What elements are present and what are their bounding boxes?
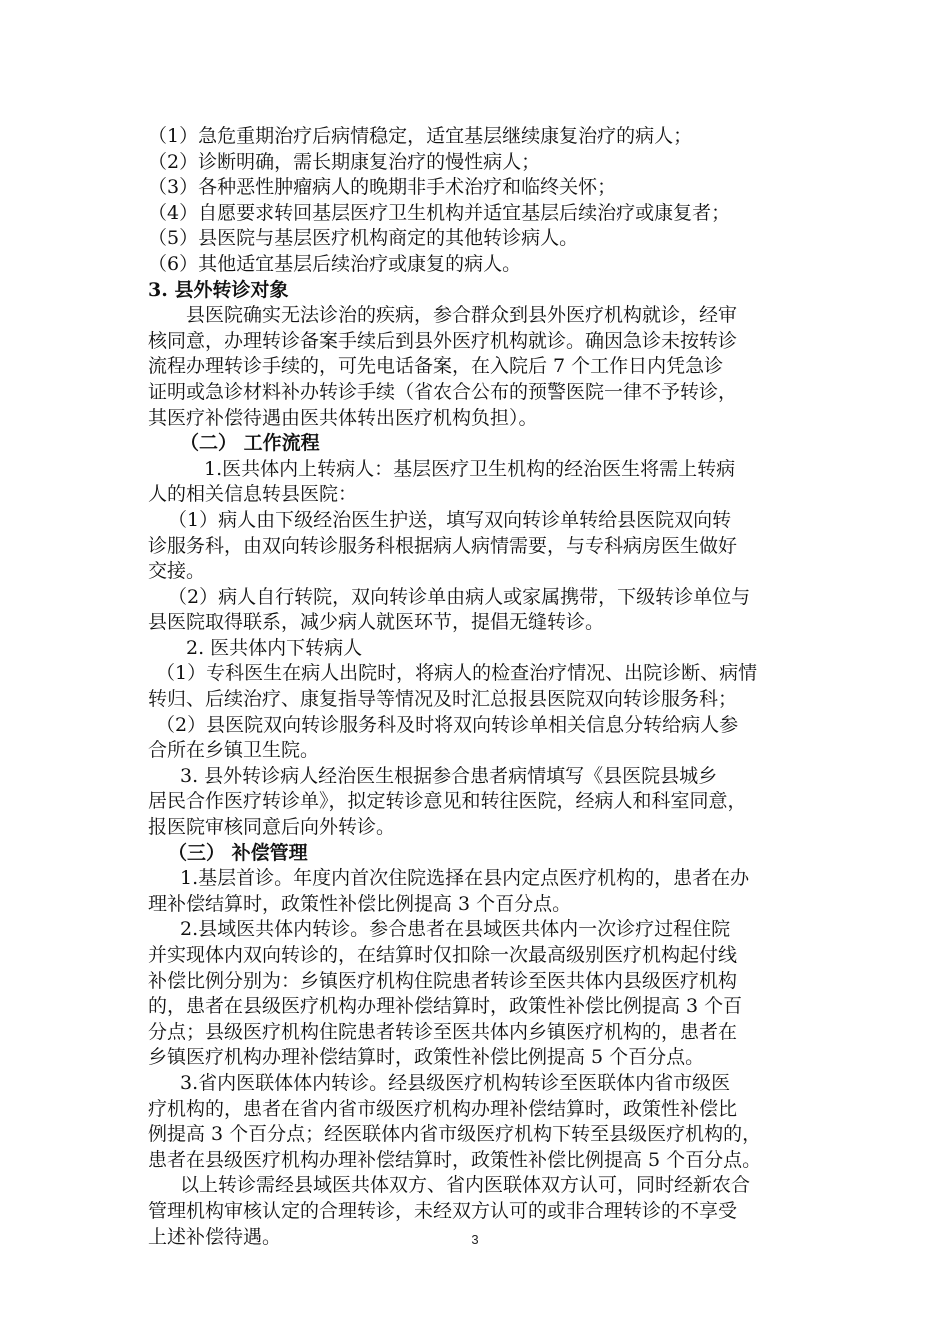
page-number: 3 — [471, 1232, 479, 1247]
paragraph-line: 3.省内医联体体内转诊。经县级医疗机构转诊至医联体内省市级医 — [180, 1071, 731, 1094]
paragraph-line: 流程办理转诊手续的，可先电话备案，在入院后 7 个工作日内凭急诊 — [148, 355, 724, 378]
paragraph-line: 上述补偿待遇。 — [148, 1225, 282, 1248]
paragraph-line: 疗机构的，患者在省内省市级医疗机构办理补偿结算时，政策性补偿比 — [148, 1097, 738, 1120]
document-body — [148, 124, 816, 1250]
paragraph-line: 核同意，办理转诊备案手续后到县外医疗机构就诊。确因急诊未按转诊 — [148, 329, 738, 352]
list-item: （3）各种恶性肿瘤病人的晚期非手术治疗和临终关怀； — [148, 176, 617, 199]
section-heading: （三） 补偿管理 — [168, 841, 308, 864]
paragraph-line: 3. 县外转诊病人经治医生根据参合患者病情填写《县医院县城乡 — [180, 764, 718, 787]
paragraph-line: 管理机构审核认定的合理转诊，未经双方认可的或非合理转诊的不享受 — [148, 1199, 738, 1222]
paragraph-line: 县医院确实无法诊治的疾病，参合群众到县外医疗机构就诊，经审 — [186, 304, 738, 327]
paragraph-line: 的，患者在县级医疗机构办理补偿结算时，政策性补偿比例提高 3 个百 — [148, 995, 743, 1018]
paragraph-line: 分点；县级医疗机构住院患者转诊至医共体内乡镇医疗机构的，患者在 — [148, 1020, 738, 1043]
paragraph-line: 乡镇医疗机构办理补偿结算时，政策性补偿比例提高 5 个百分点。 — [148, 1046, 705, 1069]
list-item: （2）诊断明确，需长期康复治疗的慢性病人； — [148, 150, 541, 173]
paragraph-line: 转归、后续治疗、康复指导等情况及时汇总报县医院双向转诊服务科； — [148, 688, 738, 711]
section-heading: （二） 工作流程 — [180, 432, 320, 455]
paragraph-line: 人的相关信息转县医院： — [148, 483, 358, 506]
paragraph-line: 例提高 3 个百分点；经医联体内省市级医疗机构下转至县级医疗机构的， — [148, 1123, 762, 1146]
list-item: （1）急危重期治疗后病情稳定，适宜基层继续康复治疗的病人； — [148, 125, 693, 147]
paragraph-line: 合所在乡镇卫生院。 — [148, 739, 320, 762]
paragraph-line: 1.医共体内上转病人：基层医疗卫生机构的经治医生将需上转病 — [204, 457, 736, 480]
paragraph-line: 补偿比例分别为：乡镇医疗机构住院患者转诊至医共体内县级医疗机构 — [148, 969, 738, 992]
paragraph-line: 证明或急诊材料补办转诊手续（省农合公布的预警医院一律不予转诊， — [148, 380, 738, 403]
paragraph-line: 2.县域医共体内转诊。参合患者在县域医共体内一次诊疗过程住院 — [180, 918, 731, 941]
paragraph-line: （1）病人由下级经治医生护送，填写双向转诊单转给县医院双向转 — [168, 508, 732, 531]
list-item: （4）自愿要求转回基层医疗卫生机构并适宜基层后续治疗或康复者； — [148, 201, 731, 224]
paragraph-line: （1）专科医生在病人出院时，将病人的检查治疗情况、出院诊断、病情 — [156, 662, 758, 685]
paragraph-line: 诊服务科，由双向转诊服务科根据病人病情需要，与专科病房医生做好 — [148, 534, 738, 557]
paragraph-line: 居民合作医疗转诊单》，拟定转诊意见和转往医院，经病人和科室同意， — [148, 790, 747, 813]
paragraph-line: 1.基层首诊。年度内首次住院选择在县内定点医疗机构的，患者在办 — [180, 867, 750, 890]
list-item: （5）县医院与基层医疗机构商定的其他转诊病人。 — [148, 227, 579, 250]
paragraph-line: 理补偿结算时，政策性补偿比例提高 3 个百分点。 — [148, 892, 572, 915]
paragraph-line: 其医疗补偿待遇由医共体转出医疗机构负担）。 — [148, 406, 538, 429]
paragraph-line: 患者在县级医疗机构办理补偿结算时，政策性补偿比例提高 5 个百分点。 — [148, 1148, 762, 1171]
paragraph-line: （2）县医院双向转诊服务科及时将双向转诊单相关信息分转给病人参 — [156, 713, 739, 736]
list-item: （6）其他适宜基层后续治疗或康复的病人。 — [148, 252, 522, 275]
section-heading: 3. 县外转诊对象 — [148, 278, 289, 301]
subsection-heading: 2. 医共体内下转病人 — [186, 636, 363, 659]
paragraph-line: 以上转诊需经县域医共体双方、省内医联体双方认可，同时经新农合 — [180, 1174, 751, 1197]
paragraph-line: 并实现体内双向转诊的，在结算时仅扣除一次最高级别医疗机构起付线 — [148, 944, 738, 966]
paragraph-line: 交接。 — [148, 560, 206, 583]
paragraph-line: 报医院审核同意后向外转诊。 — [148, 816, 396, 839]
paragraph-line: 县医院取得联系，减少病人就医环节，提倡无缝转诊。 — [148, 611, 605, 634]
paragraph-line: （2）病人自行转院，双向转诊单由病人或家属携带，下级转诊单位与 — [168, 585, 751, 608]
